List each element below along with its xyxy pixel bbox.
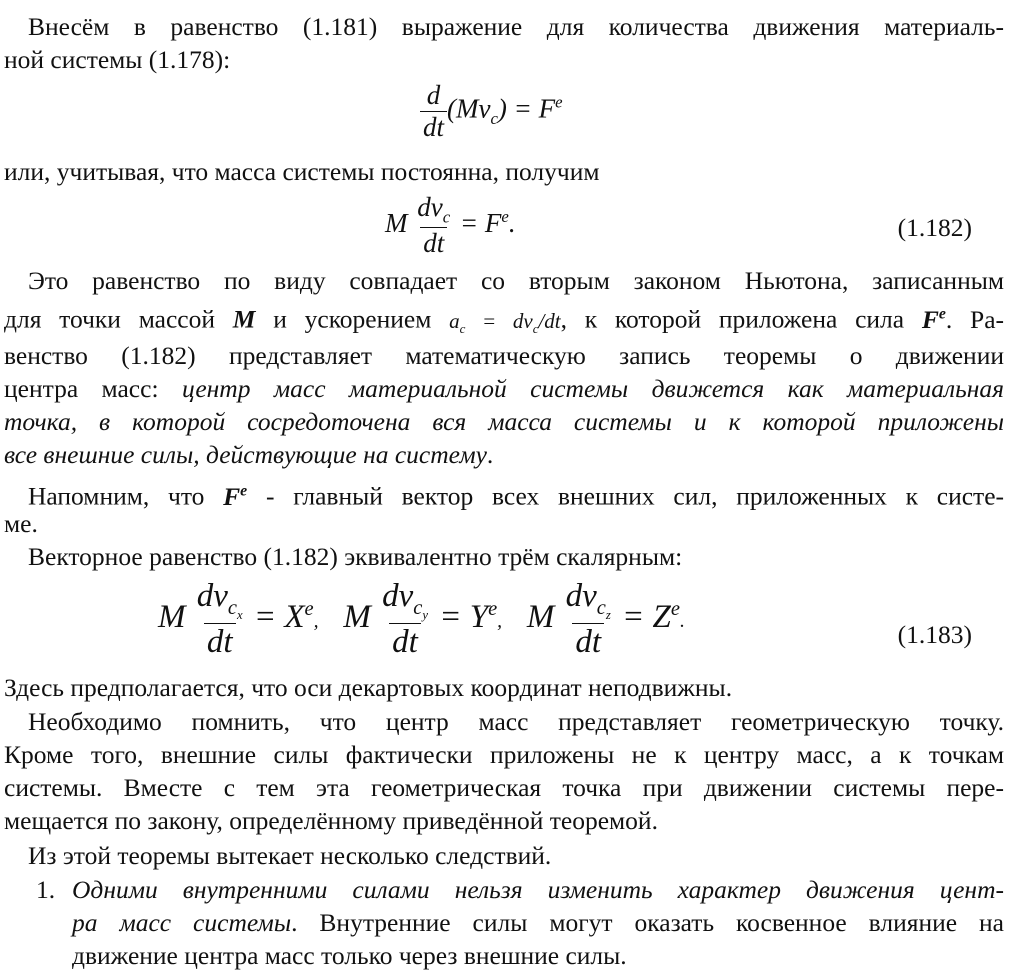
paragraph-line: или, учитывая, что масса системы постоянна, получим [4,157,600,186]
paragraph-line: Из этой теоремы вытекает несколько следствий. [28,841,552,870]
paragraph-line: Внесём в равенство (1.181) выражение для количества движения материаль- [28,12,1004,41]
list-item-line: Одними внутренними силами нельзя изменить характер движения цент- [72,875,1004,904]
equation-1-182: M $\frac{dv_c}{dt}$ = $F^e$. [385,192,516,259]
paragraph-line: Кроме того, внешние силы фактически приложены не к центру масс, а к точкам [4,740,1004,769]
paragraph-line: ме. [4,509,38,538]
paragraph-line: Это равенство по виду совпадает со вторым законом Ньютона, записанным [28,266,1004,295]
acceleration-formula: $a_c = dv_c/dt$ [449,308,561,336]
paragraph-line: для точки массой M и ускорением $a_c = dv_c/dt$, к которой приложена сила $F^e$. Ра- [4,304,1005,336]
equation-momentum: $\frac{d}{dt}$ $(Mv_c) = F^e$ [420,80,563,143]
equation-1-183: M $\frac{dv_{c_x}}{dt}$ = $X^e$, M $\frac{dv_{c_y}}{dt}$ = $Y^e$, M $\frac{dv_{c_z}}{dt}$ = $Z^e$. [158,578,685,660]
paragraph-line: точка, в которой сосредоточена вся масса системы и к которой приложены [4,407,1004,436]
paragraph-line: Векторное равенство (1.182) эквивалентно трём скалярным: [28,542,683,571]
paragraph-line: венство (1.182) представляет математическую запись теоремы о движении [4,341,1004,370]
list-item-number: 1. [36,875,56,904]
paragraph-line: Напомним, что $F^e$ - главный вектор всех внешних сил, приложенных к систе- [28,481,1005,511]
paragraph-line: Необходимо помнить, что центр масс представляет геометрическую точку. [28,707,1004,736]
list-item-line: ра масс системы. Внутренние силы могут оказать косвенное влияние на [72,908,1004,937]
paragraph-line: Здесь предполагается, что оси декартовых координат неподвижны. [4,673,733,702]
list-item-line: движение центра масс только через внешние силы. [72,941,627,970]
equation-number: (1.182) [897,213,972,242]
paragraph-line: все внешние силы, действующие на систему. [4,440,494,469]
paragraph-line: мещается по закону, определённому приведённой теоремой. [4,806,658,835]
paragraph-line: центра масс: центр масс материальной системы движется как материальная [4,374,1005,403]
equation-number: (1.183) [897,620,972,649]
paragraph-line: ной системы (1.178): [4,45,231,74]
paragraph-line: системы. Вместе с тем эта геометрическая точка при движении системы пере- [4,773,1004,802]
